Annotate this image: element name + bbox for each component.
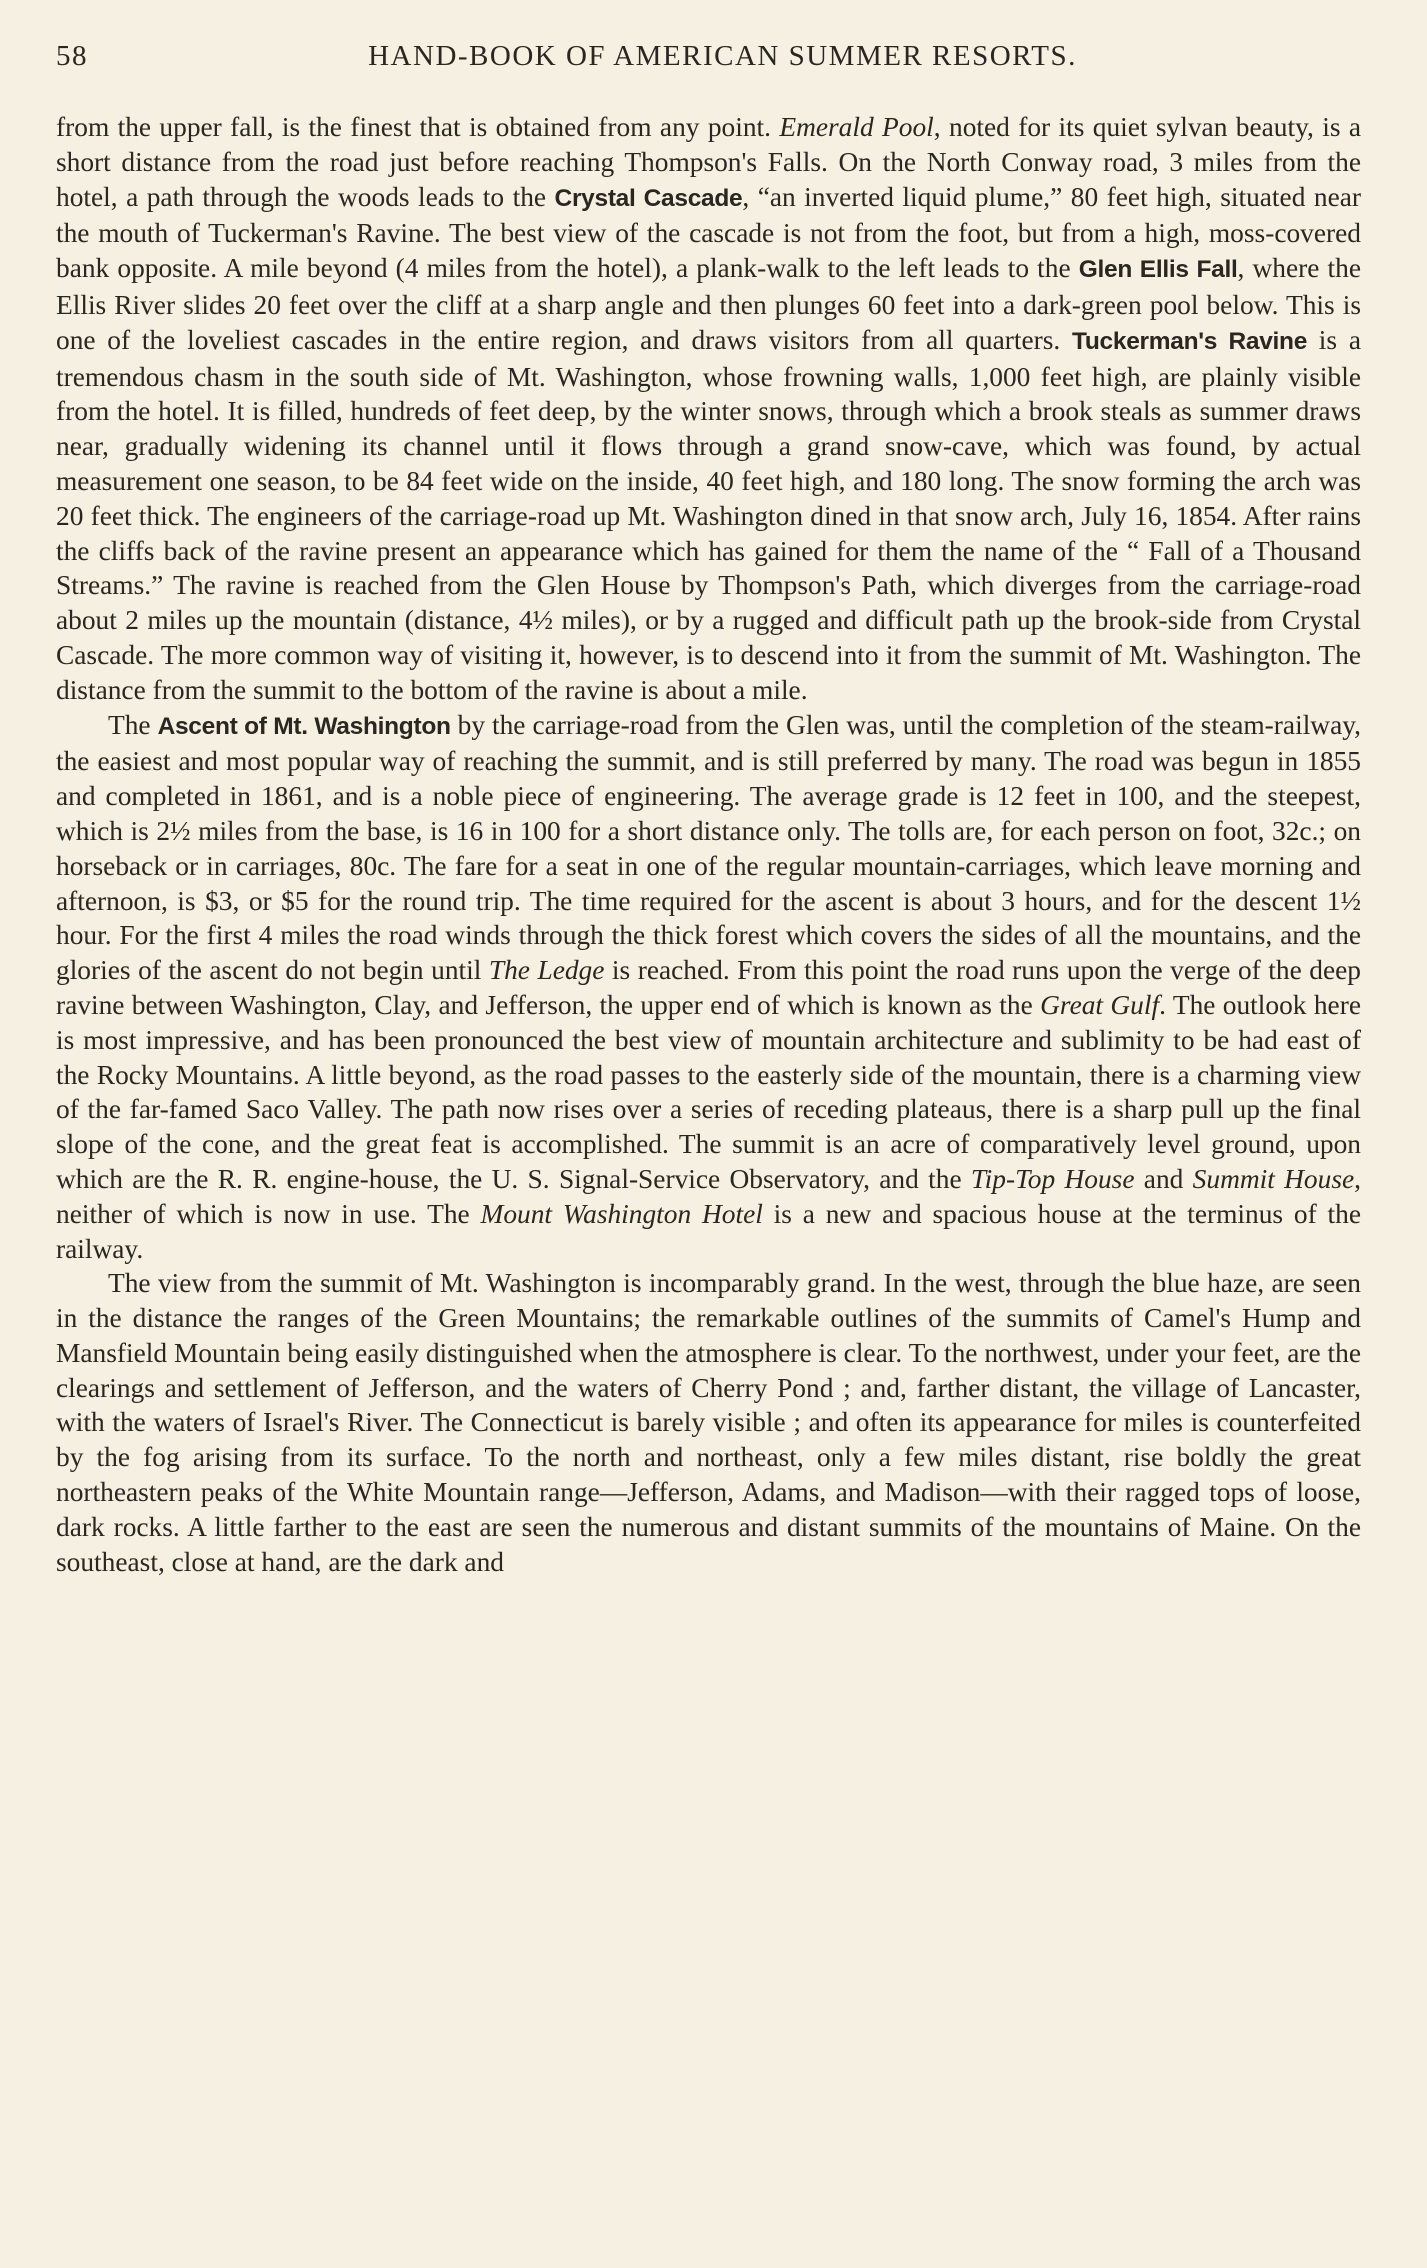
italic-name: Mount Washington Hotel xyxy=(480,1198,763,1229)
text-run: The view from the summit of Mt. Washington is incomparably grand. In the west, through the blue haze, are seen in the distance the ranges of the Green Mountains; the remarkable outlines of the summits of Camel's Hump and Mansfield Mountain being easily distinguished when the atmosphere is clear. To the northwest, under your feet, are the clearings and settlement of Jefferson, and the waters of Cherry Pond ; and, farther distant, the village of Lancaster, with the waters of Israel's River. The Connecticut is barely visible ; and often its appearance for miles is counterfeited by the fog arising from its surface. To the north and northeast, only a few miles distant, rise boldly the great northeastern peaks of the White Mountain range—Jefferson, Adams, and Madison—with their ragged tops of loose, dark rocks. A little farther to the east are seen the numerous and distant summits of the mountains of Maine. On the southeast, close at hand, are the dark and xyxy=(56,1268,1361,1577)
bold-heading: Crystal Cascade xyxy=(554,184,743,212)
text-run: and xyxy=(1134,1163,1193,1194)
body-text xyxy=(56,110,1361,1579)
bold-heading: Glen Ellis Fall xyxy=(1078,256,1238,284)
paragraph xyxy=(56,708,1361,1267)
paragraph xyxy=(56,110,1361,708)
text-run: The xyxy=(108,709,158,740)
text-run: from the upper fall, is the finest that is obtained from any point. xyxy=(56,112,780,142)
italic-name: Great Gulf xyxy=(1040,989,1160,1020)
italic-name: Summit House xyxy=(1192,1163,1355,1194)
text-run: is a tremendous chasm in the south side of Mt. Washington, whose frowning walls, 1,000 feet high, are plainly visible from the hotel. It is filled, hundreds of feet deep, by the winter snows, through which a brook steals as summer draws near, gradually widening its channel until it flows through a grand snow-cave, which was found, by actual measurement one season, to be 84 feet wide on the inside, 40 feet high, and 180 long. The snow forming the arch was 20 feet thick. The engineers of the carriage-road up Mt. Washington dined in that snow arch, July 16, 1854. After rains the cliffs back of the ravine present an appearance which has gained for them the name of the “ Fall of a Thousand Streams.” The ravine is reached from the Glen House by Thompson's Path, which diverges from the carriage-road about 2 miles up the mountain (distance, 4½ miles), or by a rugged and difficult path up the brook-side from Crystal Cascade. The more common way of visiting it, however, is to descend into it from the summit of Mt. Washington. The distance from the summit to the bottom of the ravine is about a mile. xyxy=(56,324,1361,705)
text-run: , neither of which is now in use. The xyxy=(56,1163,1362,1229)
italic-name: The Ledge xyxy=(488,955,605,986)
paragraph xyxy=(56,1266,1361,1579)
text-run: . The outlook here is most impressive, and has been pronounced the best view of mountain architecture and sublimity to be had east of the Rocky Mountains. A little beyond, as the road passes to the easterly side of the mountain, there is a charming view of the far-famed Saco Valley. The path now rises over a series of receding plateaus, there is a sharp pull up the final slope of the cone, and the great feat is accomplished. The summit is an acre of comparatively level ground, upon which are the R. R. engine-house, the U. S. Signal-Service Observatory, and the xyxy=(56,989,1361,1194)
text-run: , where the Ellis River slides 20 feet over the cliff at a sharp angle and then plunges 60 feet into a dark-green pool below. This is one of the loveliest cascades in the entire region, and draws visitors from all quarters. xyxy=(56,253,1361,355)
page-number: 58 xyxy=(56,40,88,72)
italic-name: Tip-Top House xyxy=(970,1163,1135,1194)
italic-name: Emerald Pool xyxy=(779,112,934,142)
text-run: , “an inverted liquid plume,” 80 feet high, situated near the mouth of Tuckerman's Ravine. The best view of the cascade is not from the foot, but from a high, moss-covered bank opposite. A mile beyond (4 miles from the hotel), a plank-walk to the left leads to the xyxy=(56,181,1362,284)
bold-heading: Ascent of Mt. Washington xyxy=(157,712,451,740)
text-run: is reached. From this point the road runs upon the verge of the deep ravine between Washington, Clay, and Jefferson, the upper end of which is known as the xyxy=(56,955,1361,1020)
text-run: by the carriage-road from the Glen was, until the completion of the steam-railway, the easiest and most popular way of reaching the summit, and is still preferred by many. The road was begun in 1855 and completed in 1861, and is a noble piece of engineering. The average grade is 12 feet in 100, and the steepest, which is 2½ miles from the base, is 16 in 100 for a short distance only. The tolls are, for each person on foot, 32c.; on horseback or in carriages, 80c. The fare for a seat in one of the regular mountain-carriages, which leave morning and afternoon, is $3, or $5 for the round trip. The time required for the ascent is about 3 hours, and for the descent 1½ hour. For the first 4 miles the road winds through the thick forest which covers the sides of all the mountains, and the glories of the ascent do not begin until xyxy=(56,709,1362,986)
running-head xyxy=(56,40,1361,88)
running-title: HAND-BOOK OF AMERICAN SUMMER RESORTS. xyxy=(368,40,1077,72)
text-run: is a new and spacious house at the terminus of the railway. xyxy=(56,1198,1361,1264)
book-page xyxy=(56,40,1361,1579)
text-run: , noted for its quiet sylvan beauty, is a short distance from the road just before reaching Thompson's Falls. On the North Conway road, 3 miles from the hotel, a path through the woods leads to the xyxy=(56,112,1361,212)
bold-heading: Tuckerman's Ravine xyxy=(1072,327,1308,355)
